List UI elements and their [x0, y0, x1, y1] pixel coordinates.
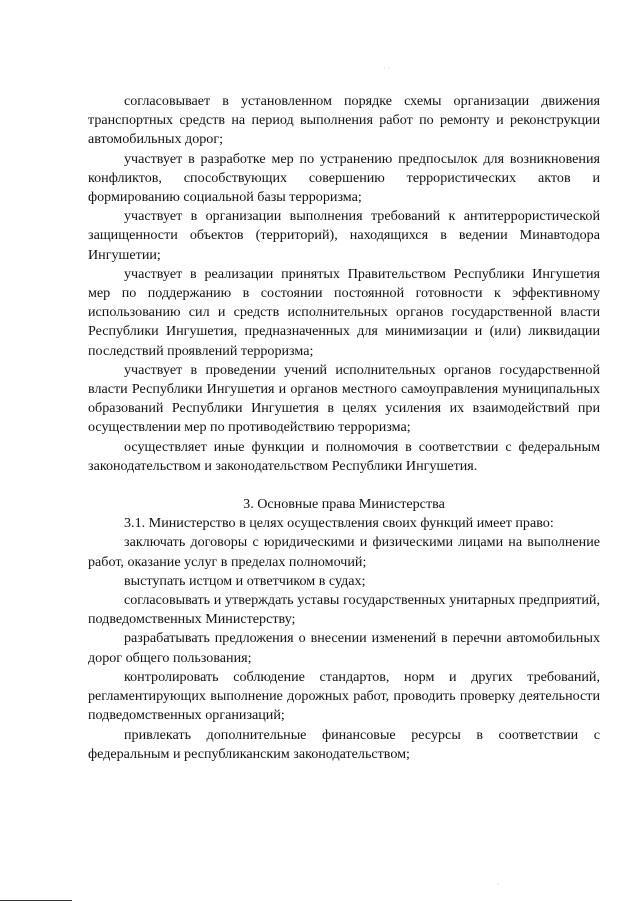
paragraph-antiterror-protection: участвует в организации выполнения требований к антитеррористической защищенности объектов (территорий), находящихся в ведении Минавтодора Ингушетии;	[88, 208, 600, 263]
paragraph-standards-control: контролировать соблюдение стандартов, норм и других требований, регламентирующих выполнение дорожных работ, проводить проверку деятельности подведомственных организаций;	[88, 668, 600, 724]
paragraph-other-functions: осуществляет иные функции и полномочия в соответствии с федеральным законодательством и законодательством Республики Ингушетия.	[88, 438, 600, 474]
paragraph-readiness-measures: участвует в реализации принятых Правительством Республики Ингушетия мер по поддержанию в состоянии постоянной готовности к эффективному использованию сил и средств исполнительных органов государственной власти Республики Ингушетия, предназначенных для минимизации и (или) ликвидации последствий проявлений терроризма;	[88, 265, 600, 359]
paragraph-financial-resources: привлекать дополнительные финансовые ресурсы в соответствии с федеральным и республиканским законодательством;	[88, 726, 600, 762]
paragraph-traffic-schemes: согласовывает в установленном порядке схемы организации движения транспортных средств на период выполнения работ по ремонту и реконструкции автомобильных дорог;	[88, 93, 600, 148]
paragraph-litigation: выступать истцом и ответчиком в судах;	[124, 572, 366, 589]
scan-speck: ·	[497, 880, 500, 889]
paragraph-exercises: участвует в проведении учений исполнительных органов государственной власти Республики Ингушетия и органов местного самоуправления муниципальных образований Республики Ингушетия в целях усиления их взаимодействий при осуществлении мер по противодействию терроризма;	[88, 361, 600, 436]
document-page	[88, 92, 600, 764]
scan-speck: · ·	[383, 64, 391, 73]
scan-edge-line	[0, 900, 72, 901]
paragraph-conflict-prevention: участвует в разработке мер по устранению предпосылок для возникновения конфликтов, способствующих совершению террористических актов и формированию социальной базы терроризма;	[88, 150, 600, 206]
paragraph-contracts: заключать договоры с юридическими и физическими лицами на выполнение работ, оказание услуг в пределах полномочий;	[88, 534, 600, 570]
paragraph-road-lists: разрабатывать предложения о внесении изменений в перечни автомобильных дорог общего пользования;	[88, 630, 600, 666]
paragraph-rights-intro: 3.1. Министерство в целях осуществления своих функций имеет право:	[124, 515, 554, 532]
paragraph-charters: согласовывать и утверждать уставы государственных унитарных предприятий, подведомственных Министерству;	[88, 592, 600, 628]
section-heading: 3. Основные права Министерства	[243, 496, 445, 513]
